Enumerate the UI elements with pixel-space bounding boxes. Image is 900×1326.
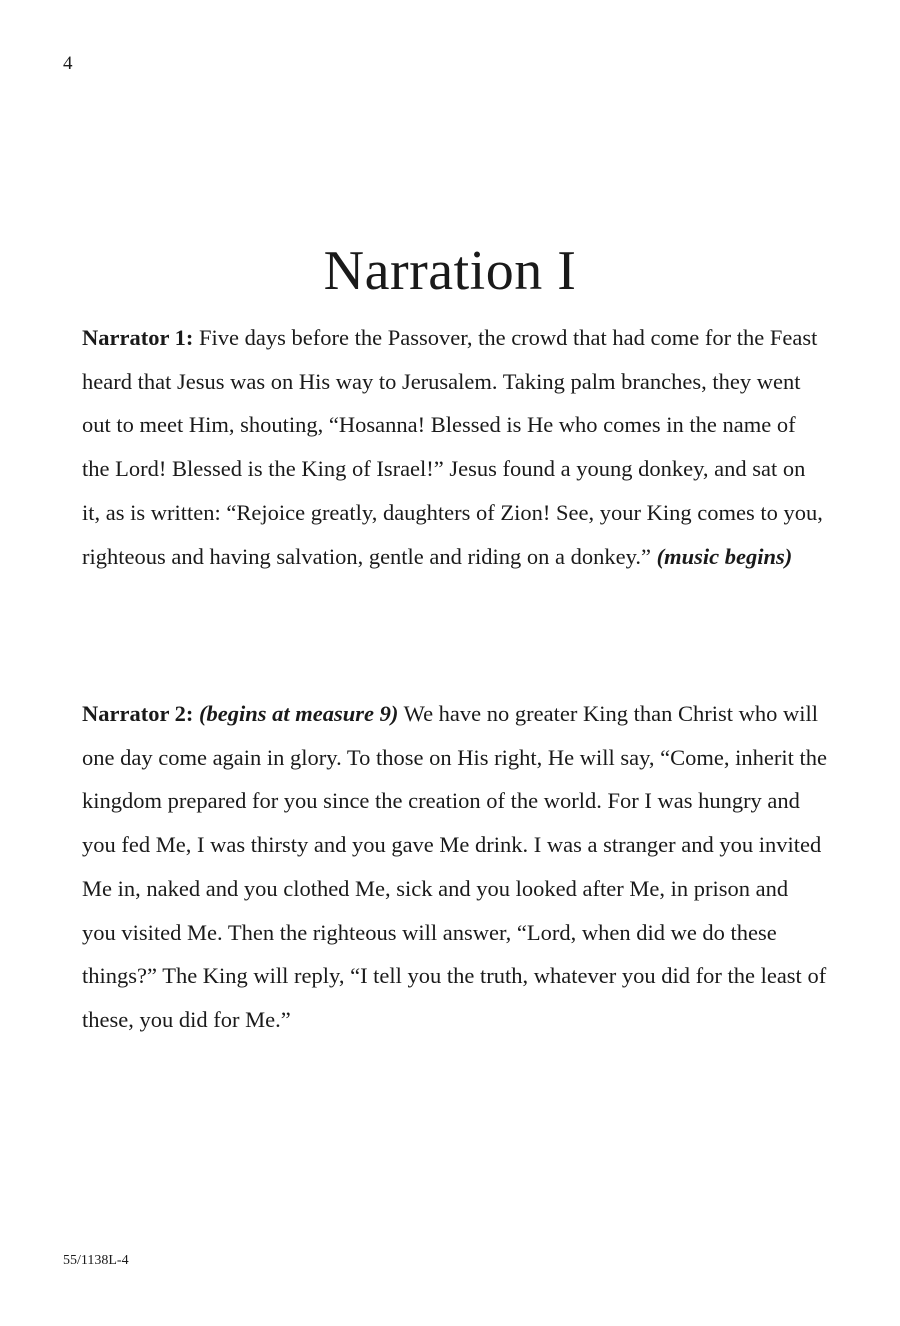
- stage-direction: (begins at measure 9): [199, 701, 399, 726]
- narration-paragraph-1: [82, 316, 827, 578]
- narration-text: Five days before the Passover, the crowd that had come for the Feast heard that Jesus was on His way to Jerusalem. Taking palm branches, they went out to meet Him, shouting, “Hosanna! Blessed is He who comes in the name of the Lord! Blessed is the King of Israel!” Jesus found a young donkey, and sat on it, as is written: “Rejoice greatly, daughters of Zion! See, your King comes to you, righteous and having salvation, gentle and riding on a donkey.”: [82, 325, 823, 569]
- speaker-label: Narrator 1:: [82, 325, 194, 350]
- speaker-label: Narrator 2:: [82, 701, 194, 726]
- page-number: 4: [63, 53, 73, 74]
- narration-text: We have no greater King than Christ who will one day come again in glory. To those on His right, He will say, “Come, inherit the kingdom prepared for you since the creation of the world. For I was hungry and you fed Me, I was thirsty and you gave Me drink. I was a stranger and you invited Me in, naked and you clothed Me, sick and you looked after Me, in prison and you visited Me. Then the righteous will answer, “Lord, when did we do these things?” The King will reply, “I tell you the truth, whatever you did for the least of these, you did for Me.”: [82, 701, 827, 1032]
- stage-direction: (music begins): [656, 543, 793, 569]
- page-title: Narration I: [323, 240, 577, 302]
- catalog-code: 55/1138L-4: [63, 1253, 129, 1268]
- narration-paragraph-2: [82, 692, 827, 1042]
